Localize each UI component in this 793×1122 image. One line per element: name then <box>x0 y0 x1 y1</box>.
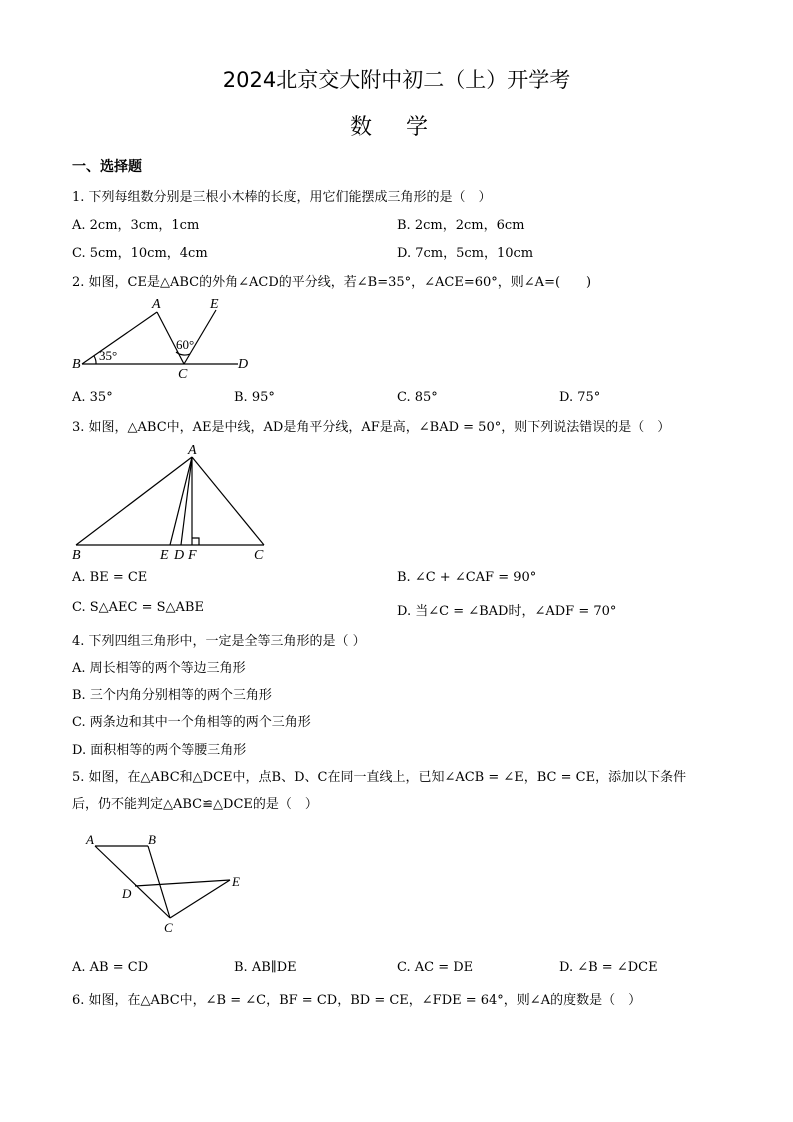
q3-label-d: D <box>174 548 185 563</box>
q5-figure <box>80 828 260 938</box>
page-title: 2024北京交大附中初二（上）开学考 <box>222 68 571 92</box>
q4-option-d: D. 面积相等的两个等腰三角形 <box>72 743 247 758</box>
q5-label-a: A <box>86 832 94 847</box>
q2-angle-ace: 60° <box>176 337 195 352</box>
q2-angle-b: 35° <box>99 348 118 363</box>
q2-stem: 2. 如图，CE是△ABC的外角∠ACD的平分线，若∠B=35°，∠ACE=60°，则∠A=( ) <box>72 275 592 290</box>
q1-option-c: C. 5cm，10cm，4cm <box>72 246 208 261</box>
q4-stem: 4. 下列四组三角形中，一定是全等三角形的是（ ） <box>72 634 366 649</box>
q3-label-b: B <box>72 548 81 563</box>
q6-stem: 6. 如图，在△ABC中，∠B = ∠C，BF = CD，BD = CE，∠FDE = 64°，则∠A的度数是（ ） <box>72 993 642 1008</box>
q2-label-c: C <box>178 367 188 382</box>
q3-option-a: A. BE = CE <box>72 570 148 585</box>
q2-label-a: A <box>152 297 161 312</box>
q3-label-f: F <box>188 548 197 563</box>
q3-stem: 3. 如图，△ABC中，AE是中线，AD是角平分线，AF是高，∠BAD = 50°，则下列说法错误的是（ ） <box>72 420 671 435</box>
q1-option-b: B. 2cm，2cm，6cm <box>397 218 525 233</box>
q5-stem-line2: 后，仍不能判定△ABC≌△DCE的是（ ） <box>72 797 318 812</box>
q5-option-c: C. AC = DE <box>397 960 474 975</box>
q2-label-e: E <box>210 297 219 312</box>
q1-option-d: D. 7cm，5cm，10cm <box>397 246 534 261</box>
q3-label-e: E <box>160 548 169 563</box>
q1-option-a: A. 2cm，3cm，1cm <box>72 218 200 233</box>
subject-title: 数学 <box>350 115 463 140</box>
q2-figure <box>70 294 260 384</box>
q4-option-a: A. 周长相等的两个等边三角形 <box>72 661 246 676</box>
q1-stem: 1. 下列每组数分别是三根小木棒的长度，用它们能摆成三角形的是（ ） <box>72 190 492 205</box>
q2-label-b: B <box>72 357 81 372</box>
q2-label-d: D <box>238 357 249 372</box>
q2-option-a: A. 35° <box>72 390 113 405</box>
q5-option-d: D. ∠B = ∠DCE <box>559 960 658 975</box>
q3-label-a: A <box>188 443 197 458</box>
q5-label-d: D <box>122 886 132 901</box>
q3-option-b: B. ∠C + ∠CAF = 90° <box>397 570 537 585</box>
q5-option-a: A. AB = CD <box>72 960 149 975</box>
q5-label-c: C <box>164 920 173 935</box>
q5-option-b: B. AB∥DE <box>234 960 297 975</box>
q3-figure <box>68 440 278 565</box>
q5-stem-line1: 5. 如图，在△ABC和△DCE中，点B、D、C在同一直线上，已知∠ACB = ∠E，BC = CE，添加以下条件 <box>72 770 687 785</box>
q3-option-c: C. S△AEC = S△ABE <box>72 600 204 615</box>
q2-option-d: D. 75° <box>559 390 601 405</box>
q4-option-c: C. 两条边和其中一个角相等的两个三角形 <box>72 715 311 730</box>
q4-option-b: B. 三个内角分别相等的两个三角形 <box>72 688 272 703</box>
q3-option-d: D. 当∠C = ∠BAD时，∠ADF = 70° <box>397 604 617 619</box>
q2-option-c: C. 85° <box>397 390 438 405</box>
section-title: 一、选择题 <box>72 159 142 175</box>
q5-label-b: B <box>148 832 156 847</box>
q3-label-c: C <box>254 548 264 563</box>
q5-label-e: E <box>232 874 240 889</box>
q2-option-b: B. 95° <box>234 390 275 405</box>
